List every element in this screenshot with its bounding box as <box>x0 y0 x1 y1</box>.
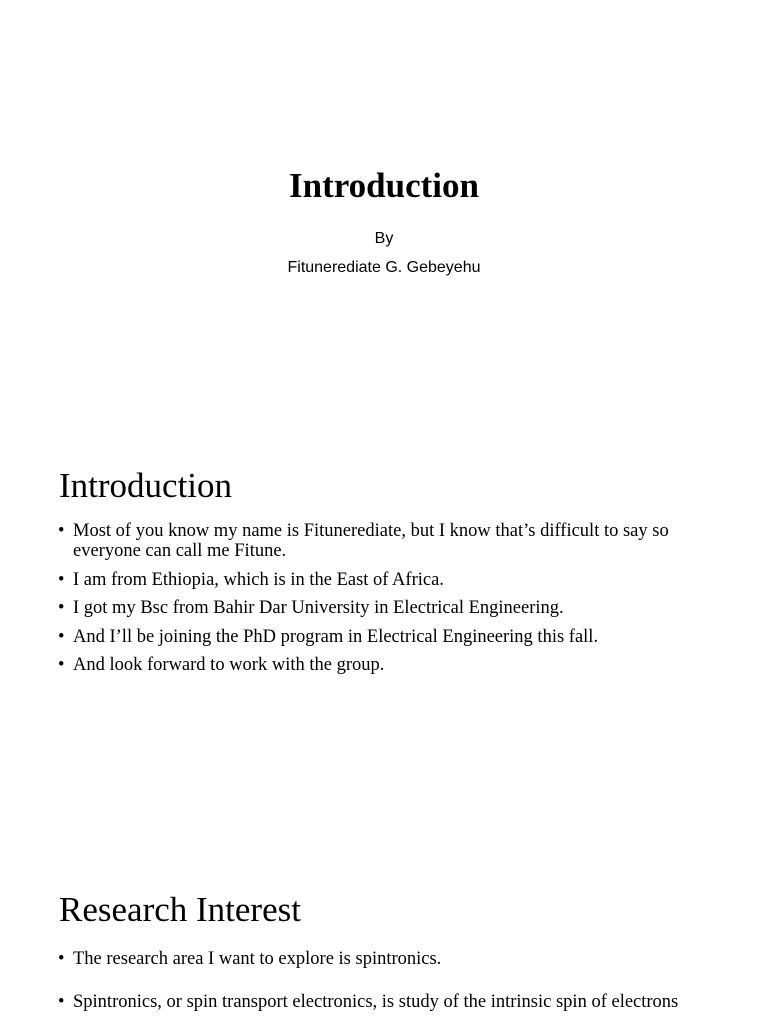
by-label: By <box>374 230 394 247</box>
bullet-icon: • <box>58 569 65 590</box>
bullet-text: I am from Ethiopia, which is in the East of Africa. <box>73 569 444 590</box>
research-interest-heading: Research Interest <box>59 890 301 929</box>
bullet-text: And look forward to work with the group. <box>73 655 385 675</box>
research-bullet-list <box>58 949 718 1035</box>
presentation-title: Introduction <box>289 166 479 205</box>
bullet-icon: • <box>58 655 65 675</box>
bullet-icon: • <box>58 598 65 618</box>
introduction-heading: Introduction <box>59 466 233 505</box>
bullet-icon: • <box>58 992 65 1012</box>
bullet-text: Spintronics, or spin transport electronics, is study of the intrinsic spin of electrons <box>73 992 679 1012</box>
bullet-text: And I’ll be joining the PhD program in Electrical Engineering this fall. <box>73 626 599 647</box>
bullet-icon: • <box>58 949 65 969</box>
bullet-icon: • <box>58 521 65 541</box>
list-item <box>58 992 718 1012</box>
author-name: Fitunerediate G. Gebeyehu <box>287 259 481 276</box>
bullet-text: The research area I want to explore is spintronics. <box>73 949 442 969</box>
list-item <box>58 949 718 969</box>
bullet-text: I got my Bsc from Bahir Dar University in Electrical Engineering. <box>73 598 564 618</box>
bullet-icon: • <box>58 626 65 647</box>
bullet-text: Most of you know my name is Fitunerediate, but I know that’s difficult to say so everyone can call me Fitune. <box>73 521 669 561</box>
